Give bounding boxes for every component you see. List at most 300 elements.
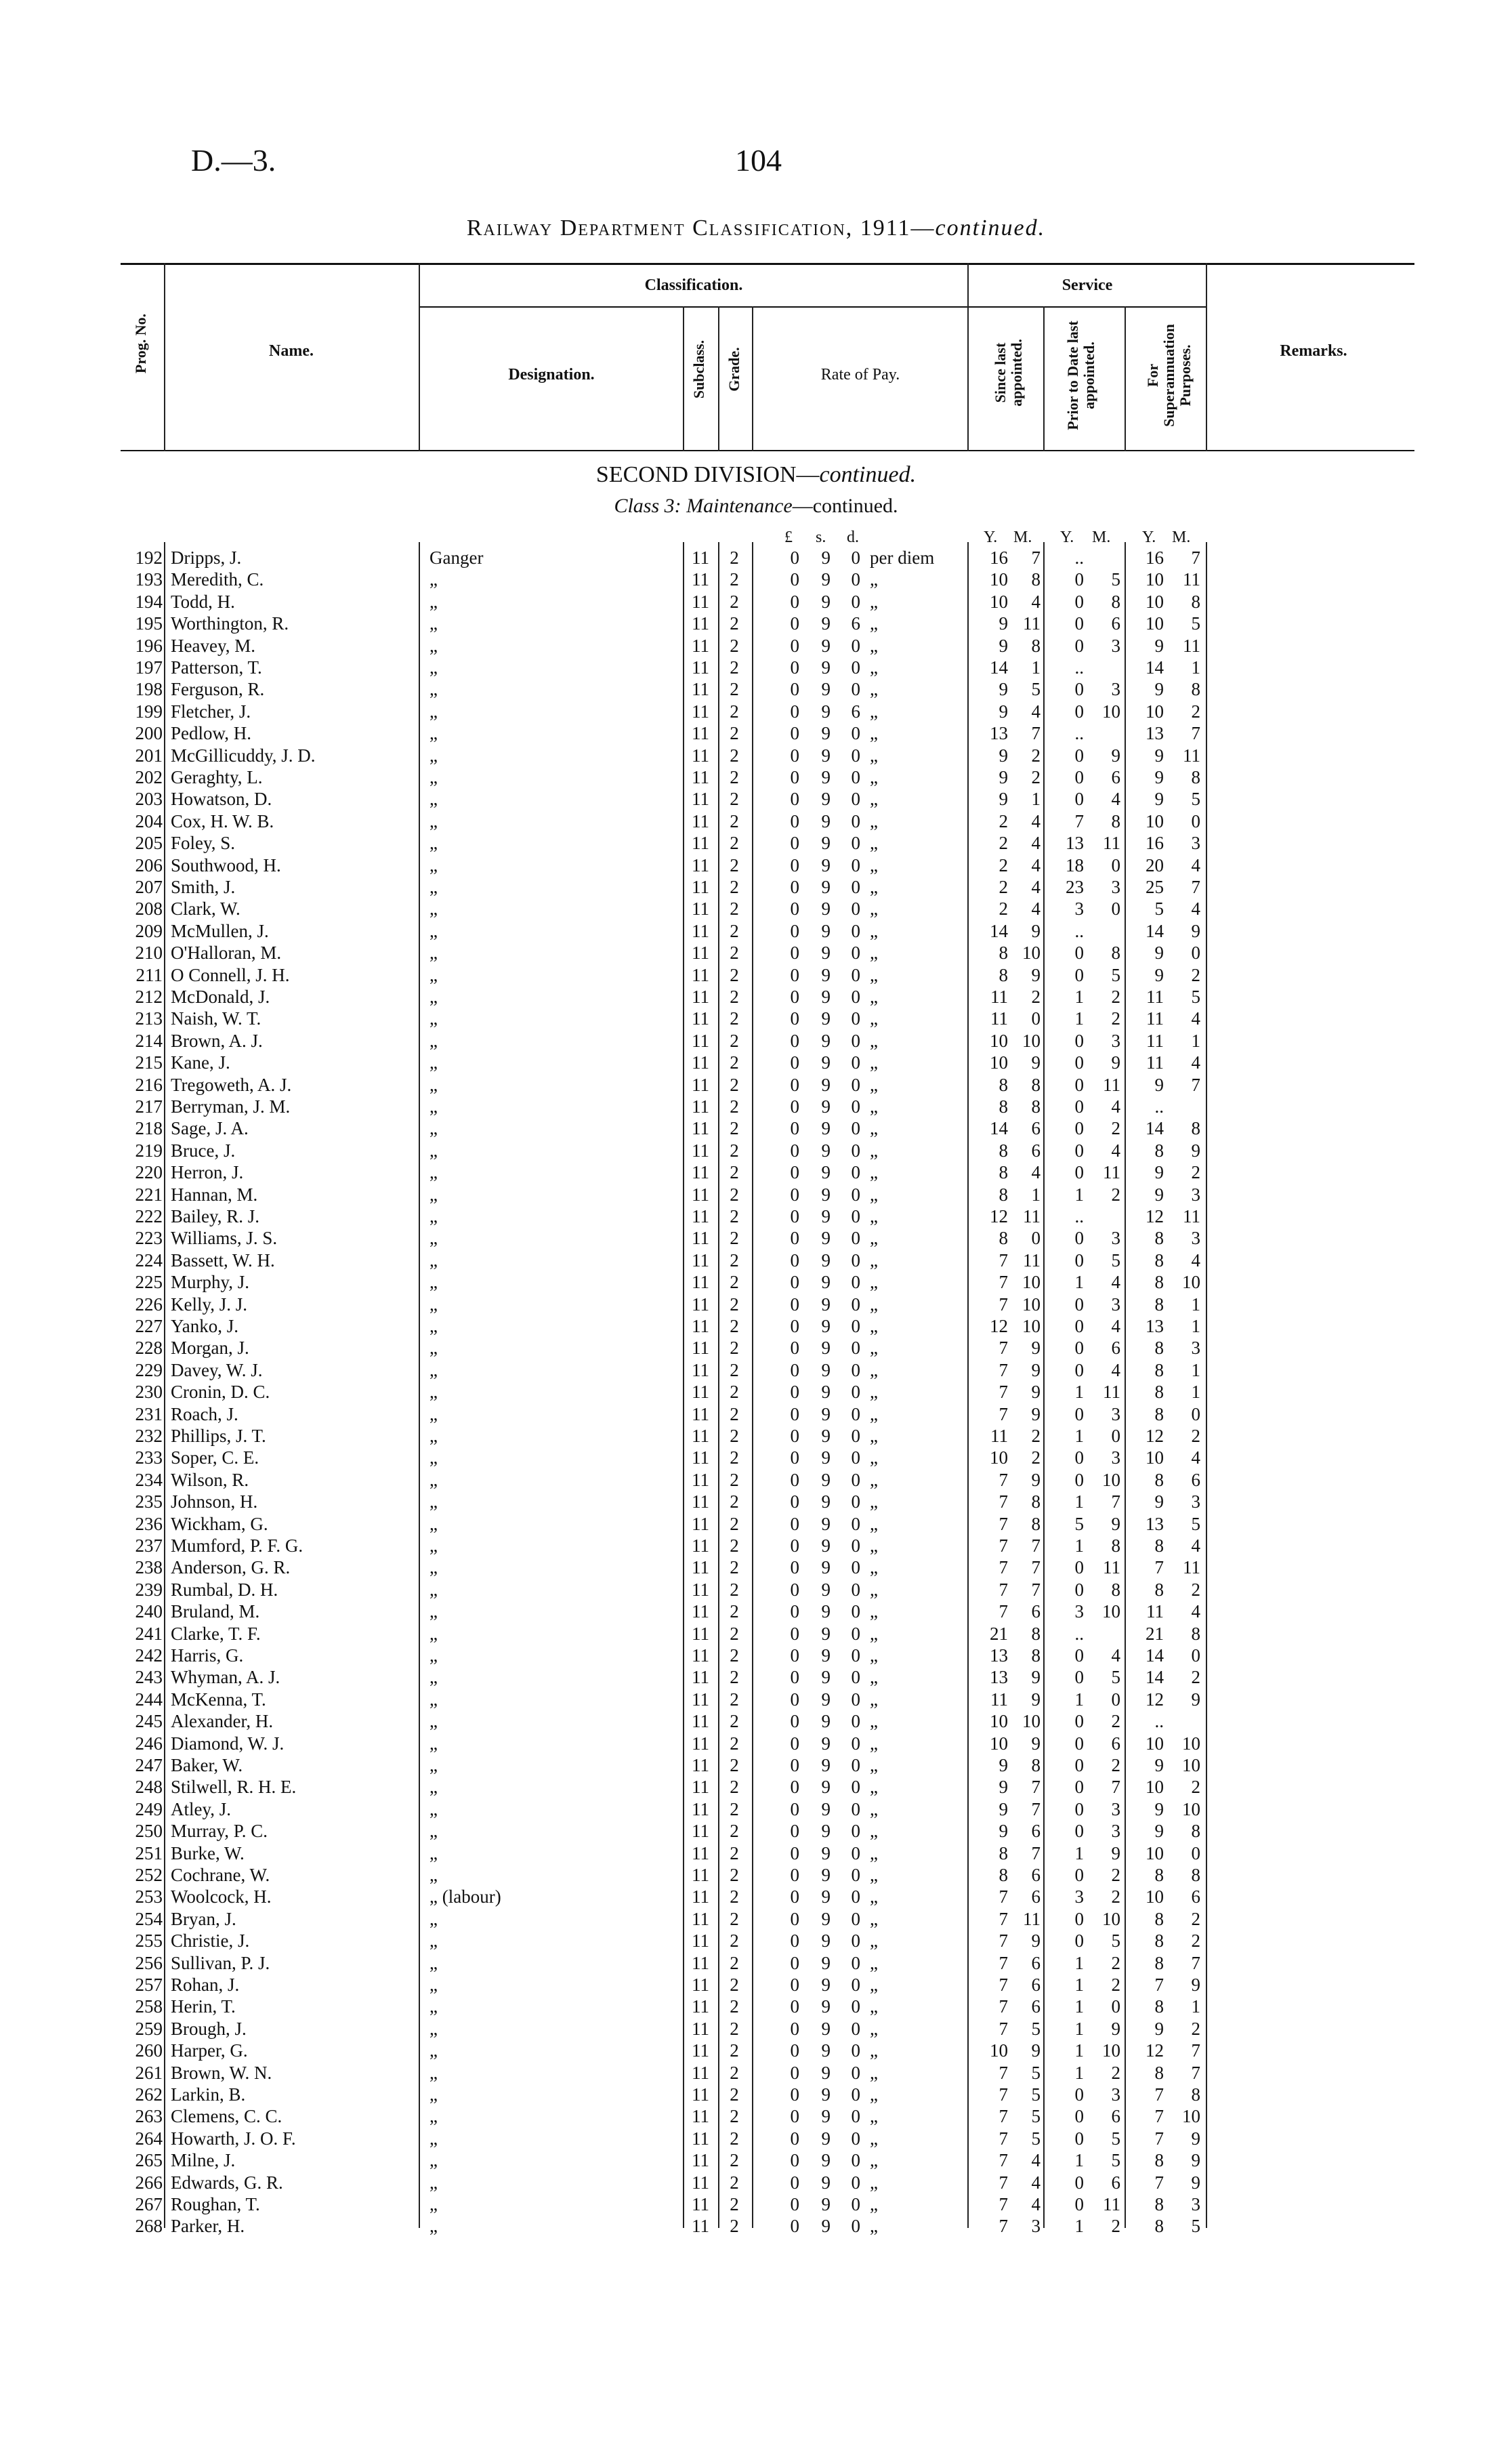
- pence-cell: 0: [851, 2040, 860, 2061]
- employee-name-cell: McMullen, J.: [171, 920, 269, 941]
- prog-no-cell: 216: [135, 1074, 163, 1095]
- subclass-cell: 11: [692, 1491, 709, 1512]
- pay-period-cell: „: [870, 877, 878, 897]
- employee-name-cell: Anderson, G. R.: [171, 1557, 291, 1578]
- prog-no-cell: 229: [135, 1359, 163, 1380]
- employee-name-cell: Herron, J.: [171, 1162, 244, 1183]
- super-years-cell: 12: [1146, 2040, 1164, 2061]
- shillings-cell: 9: [821, 613, 831, 634]
- grade-cell: 2: [730, 679, 739, 700]
- pounds-cell: 0: [790, 1074, 799, 1095]
- since-last-months-cell: 11: [1023, 1250, 1041, 1271]
- table-row: [0, 1404, 1512, 1426]
- pence-cell: 0: [851, 1206, 860, 1226]
- prior-years-cell: 0: [1074, 2084, 1084, 2105]
- super-years-cell: 9: [1154, 789, 1164, 810]
- prior-months-cell: 9: [1111, 1052, 1120, 1073]
- prog-no-cell: 249: [135, 1798, 163, 1819]
- designation-cell: „: [429, 613, 438, 634]
- prog-no-cell: 245: [135, 1711, 163, 1732]
- super-months-cell: 11: [1183, 569, 1200, 590]
- designation-cell: „: [429, 1821, 438, 1842]
- since-last-years-cell: 7: [999, 2062, 1008, 2083]
- since-last-years-cell: 9: [999, 679, 1008, 700]
- super-years-cell: 10: [1146, 1733, 1164, 1754]
- designation-cell: „: [429, 1755, 438, 1775]
- super-months-cell: 10: [1182, 1798, 1200, 1819]
- since-last-years-cell: 7: [999, 1294, 1008, 1315]
- since-last-years-cell: 7: [999, 2018, 1008, 2039]
- employee-name-cell: Dripps, J.: [171, 548, 242, 568]
- title-suffix: continued.: [935, 215, 1046, 241]
- pay-period-cell: „: [870, 1930, 878, 1952]
- grade-cell: 2: [730, 1338, 739, 1359]
- pounds-cell: 0: [790, 899, 799, 920]
- table-row: [0, 636, 1512, 657]
- table-row: [0, 1975, 1512, 1996]
- since-last-months-cell: 5: [1031, 2106, 1041, 2127]
- super-months-cell: 8: [1191, 2084, 1200, 2105]
- grade-cell: 2: [730, 2062, 739, 2083]
- since-last-months-cell: 4: [1031, 899, 1041, 920]
- pay-period-cell: „: [870, 1382, 878, 1403]
- employee-name-cell: Kelly, J. J.: [171, 1294, 247, 1315]
- prog-no-cell: 205: [135, 833, 163, 854]
- grade-cell: 2: [730, 635, 739, 656]
- pence-cell: 0: [851, 1798, 860, 1819]
- pay-period-cell: „: [870, 1447, 878, 1468]
- prog-no-cell: 258: [135, 1996, 163, 2017]
- since-last-months-cell: 2: [1031, 745, 1041, 766]
- prog-no-cell: 209: [135, 920, 163, 941]
- pay-period-cell: „: [870, 1426, 878, 1446]
- pence-cell: 0: [851, 2106, 860, 2127]
- header-rate-of-pay: Rate of Pay.: [820, 366, 900, 384]
- since-last-years-cell: 16: [990, 548, 1008, 568]
- table-row: [0, 723, 1512, 745]
- table-row: [0, 1426, 1512, 1447]
- employee-name-cell: Phillips, J. T.: [171, 1426, 266, 1446]
- prior-years-cell: 0: [1074, 1030, 1084, 1051]
- pence-cell: 0: [851, 1316, 860, 1336]
- grade-cell: 2: [730, 2172, 739, 2193]
- table-row: [0, 1184, 1512, 1206]
- super-years-cell: 8: [1154, 2062, 1164, 2083]
- since-last-months-cell: 9: [1031, 1382, 1041, 1403]
- prior-years-cell: ..: [1074, 1623, 1084, 1644]
- pence-cell: 0: [851, 2084, 860, 2105]
- prior-years-cell: 1: [1074, 2216, 1084, 2237]
- subclass-cell: 11: [692, 657, 709, 678]
- super-years-cell: 9: [1154, 1821, 1164, 1842]
- subclass-cell: 11: [692, 1733, 709, 1754]
- subclass-cell: 11: [692, 2194, 709, 2214]
- since-last-years-cell: 7: [999, 1250, 1008, 1271]
- prog-no-cell: 241: [135, 1623, 163, 1644]
- table-row: [0, 1470, 1512, 1491]
- prior-months-cell: 11: [1103, 1074, 1120, 1095]
- designation-cell: „: [429, 569, 438, 590]
- designation-cell: „ (labour): [429, 1886, 501, 1907]
- pence-cell: 0: [851, 964, 860, 985]
- pay-period-cell: „: [870, 1359, 878, 1380]
- pay-period-cell: „: [870, 1184, 878, 1205]
- grade-cell: 2: [730, 1777, 739, 1798]
- shillings-cell: 9: [821, 877, 831, 897]
- designation-cell: „: [429, 1272, 438, 1293]
- employee-name-cell: Geraghty, L.: [171, 767, 263, 787]
- grade-cell: 2: [730, 1645, 739, 1666]
- pay-period-cell: „: [870, 1996, 878, 2017]
- shillings-cell: 9: [821, 1294, 831, 1315]
- designation-cell: „: [429, 810, 438, 831]
- pay-period-cell: „: [870, 1052, 878, 1073]
- super-months-cell: 8: [1191, 591, 1200, 612]
- shillings-cell: 9: [821, 1469, 831, 1490]
- since-last-years-cell: 9: [999, 789, 1008, 810]
- prior-years-cell: 1: [1074, 1008, 1084, 1029]
- designation-cell: „: [429, 1513, 438, 1534]
- employee-name-cell: Tregoweth, A. J.: [171, 1074, 292, 1095]
- employee-name-cell: McKenna, T.: [171, 1689, 266, 1710]
- pay-period-cell: „: [870, 1798, 878, 1819]
- table-row: [0, 1580, 1512, 1601]
- table-row: [0, 1909, 1512, 1930]
- pounds-cell: 0: [790, 789, 799, 810]
- table-row: [0, 1294, 1512, 1316]
- super-years-cell: 7: [1154, 2084, 1164, 2105]
- since-last-years-cell: 7: [999, 1469, 1008, 1490]
- pounds-cell: 0: [790, 723, 799, 744]
- prog-no-cell: 194: [135, 591, 163, 612]
- prog-no-cell: 252: [135, 1865, 163, 1885]
- subclass-cell: 11: [692, 679, 709, 700]
- pounds-cell: 0: [790, 964, 799, 985]
- pay-period-cell: „: [870, 1030, 878, 1051]
- prior-years-cell: 0: [1074, 1162, 1084, 1183]
- prior-months-cell: 3: [1111, 1228, 1120, 1249]
- grade-cell: 2: [730, 1975, 739, 1995]
- shillings-cell: 9: [821, 1886, 831, 1907]
- pence-cell: 0: [851, 833, 860, 854]
- prog-no-cell: 267: [135, 2194, 163, 2214]
- pay-period-cell: „: [870, 2062, 878, 2083]
- pence-cell: 0: [851, 2062, 860, 2083]
- designation-cell: „: [429, 1426, 438, 1446]
- since-last-months-cell: 10: [1022, 1030, 1041, 1051]
- pay-period-cell: „: [870, 1403, 878, 1424]
- designation-cell: „: [429, 1952, 438, 1973]
- shillings-cell: 9: [821, 2172, 831, 2193]
- subclass-cell: 11: [692, 1008, 709, 1029]
- grade-cell: 2: [730, 1447, 739, 1468]
- prior-years-cell: 1: [1074, 1184, 1084, 1205]
- grade-cell: 2: [730, 920, 739, 941]
- prior-years-cell: 5: [1074, 1513, 1084, 1534]
- table-row: [0, 2084, 1512, 2106]
- employee-name-cell: Murray, P. C.: [171, 1821, 268, 1842]
- prior-years-cell: 0: [1074, 1557, 1084, 1578]
- grade-cell: 2: [730, 877, 739, 897]
- employee-name-cell: Todd, H.: [171, 591, 235, 612]
- header-grade: Grade.: [726, 347, 742, 392]
- pay-period-cell: „: [870, 657, 878, 678]
- table-row: [0, 1601, 1512, 1623]
- pay-period-cell: „: [870, 2106, 878, 2127]
- table-row: [0, 2150, 1512, 2172]
- pounds-cell: 0: [790, 767, 799, 787]
- prior-years-cell: 13: [1066, 833, 1084, 854]
- prog-no-cell: 219: [135, 1140, 163, 1161]
- pence-cell: 0: [851, 987, 860, 1007]
- employee-name-cell: Hannan, M.: [171, 1184, 258, 1205]
- prog-no-cell: 226: [135, 1294, 163, 1315]
- prog-no-cell: 207: [135, 877, 163, 897]
- super-years-cell: 8: [1154, 1952, 1164, 1973]
- table-row: [0, 1996, 1512, 2018]
- since-last-months-cell: 9: [1031, 1052, 1041, 1073]
- super-months-cell: 11: [1183, 1206, 1200, 1226]
- pay-period-cell: „: [870, 1777, 878, 1798]
- since-last-years-cell: 10: [990, 2040, 1008, 2061]
- prog-no-cell: 265: [135, 2150, 163, 2171]
- prior-months-cell: 11: [1103, 1382, 1120, 1403]
- since-last-months-cell: 5: [1031, 679, 1041, 700]
- pay-period-cell: „: [870, 1579, 878, 1600]
- prior-years-cell: 0: [1074, 1930, 1084, 1952]
- prior-months-cell: 5: [1111, 964, 1120, 985]
- since-last-months-cell: 1: [1031, 1184, 1041, 1205]
- employee-name-cell: Howarth, J. O. F.: [171, 2128, 296, 2149]
- since-last-years-cell: 21: [990, 1623, 1008, 1644]
- employee-name-cell: Yanko, J.: [171, 1316, 239, 1336]
- designation-cell: „: [429, 1382, 438, 1403]
- prior-months-cell: 3: [1111, 877, 1120, 897]
- super-years-cell: 10: [1146, 569, 1164, 590]
- since-last-months-cell: 8: [1031, 569, 1041, 590]
- employee-name-cell: Christie, J.: [171, 1930, 250, 1952]
- subclass-cell: 11: [692, 1338, 709, 1359]
- page-number: 104: [735, 143, 782, 178]
- super-years-cell: 9: [1154, 1162, 1164, 1183]
- pence-cell: 0: [851, 1469, 860, 1490]
- designation-cell: „: [429, 1579, 438, 1600]
- shillings-cell: 9: [821, 1074, 831, 1095]
- prior-years-cell: 0: [1074, 679, 1084, 700]
- super-years-cell: 8: [1154, 1140, 1164, 1161]
- designation-cell: „: [429, 635, 438, 656]
- since-last-months-cell: 9: [1031, 1403, 1041, 1424]
- pounds-cell: 0: [790, 2062, 799, 2083]
- super-months-cell: 2: [1191, 1908, 1200, 1929]
- super-years-cell: 10: [1146, 1886, 1164, 1907]
- super-months-cell: 9: [1191, 920, 1200, 941]
- prior-months-cell: 9: [1111, 1513, 1120, 1534]
- super-months-cell: 8: [1191, 1865, 1200, 1885]
- pence-cell: 0: [851, 877, 860, 897]
- designation-cell: „: [429, 2084, 438, 2105]
- prior-months-cell: 6: [1111, 1338, 1120, 1359]
- prior-years-cell: 1: [1074, 1491, 1084, 1512]
- prog-no-cell: 225: [135, 1272, 163, 1293]
- super-months-cell: 5: [1191, 613, 1200, 634]
- pence-cell: 0: [851, 2128, 860, 2149]
- since-last-years-cell: 8: [999, 943, 1008, 964]
- shillings-cell: 9: [821, 1250, 831, 1271]
- super-years-cell: 14: [1146, 1667, 1164, 1688]
- designation-cell: „: [429, 1798, 438, 1819]
- employee-name-cell: Cronin, D. C.: [171, 1382, 270, 1403]
- table-row: [0, 1075, 1512, 1096]
- employee-name-cell: Bruland, M.: [171, 1601, 260, 1622]
- shillings-cell: 9: [821, 548, 831, 568]
- prog-no-cell: 266: [135, 2172, 163, 2193]
- designation-cell: „: [429, 1250, 438, 1271]
- super-months-cell: 3: [1191, 833, 1200, 854]
- super-years-cell: 11: [1146, 1052, 1164, 1073]
- subclass-cell: 11: [692, 1535, 709, 1556]
- employee-name-cell: Harris, G.: [171, 1645, 244, 1666]
- pounds-cell: 0: [790, 2084, 799, 2105]
- employee-name-cell: Howatson, D.: [171, 789, 272, 810]
- prior-years-cell: 0: [1074, 1359, 1084, 1380]
- super-months-cell: 2: [1191, 1579, 1200, 1600]
- prior-years-cell: 0: [1074, 1052, 1084, 1073]
- subclass-cell: 11: [692, 2062, 709, 2083]
- pay-period-cell: „: [870, 701, 878, 722]
- prior-years-cell: 0: [1074, 1667, 1084, 1688]
- since-last-years-cell: 14: [990, 1118, 1008, 1139]
- grade-cell: 2: [730, 810, 739, 831]
- pay-period-cell: „: [870, 569, 878, 590]
- super-years-cell: 11: [1146, 1008, 1164, 1029]
- super-years-cell: 10: [1146, 1447, 1164, 1468]
- pay-period-cell: „: [870, 1118, 878, 1139]
- grade-cell: 2: [730, 1711, 739, 1732]
- pounds-cell: 0: [790, 1952, 799, 1973]
- prog-no-cell: 240: [135, 1601, 163, 1622]
- table-row: [0, 943, 1512, 964]
- pay-period-cell: per diem: [870, 548, 935, 568]
- designation-cell: „: [429, 964, 438, 985]
- prior-years-cell: 0: [1074, 943, 1084, 964]
- pounds-cell: 0: [790, 1184, 799, 1205]
- designation-cell: „: [429, 1975, 438, 1995]
- super-months-cell: 4: [1191, 1008, 1200, 1029]
- pence-cell: 0: [851, 1952, 860, 1973]
- subclass-cell: 11: [692, 1513, 709, 1534]
- pounds-cell: 0: [790, 1469, 799, 1490]
- grade-cell: 2: [730, 1798, 739, 1819]
- designation-cell: „: [429, 899, 438, 920]
- pence-cell: 0: [851, 1272, 860, 1293]
- pounds-cell: 0: [790, 591, 799, 612]
- since-last-months-cell: 6: [1031, 1996, 1041, 2017]
- table-row: [0, 1777, 1512, 1798]
- grade-cell: 2: [730, 1140, 739, 1161]
- shillings-cell: 9: [821, 1118, 831, 1139]
- prog-no-cell: 212: [135, 987, 163, 1007]
- super-years-cell: 9: [1154, 679, 1164, 700]
- since-last-months-cell: 8: [1031, 1074, 1041, 1095]
- prog-no-cell: 236: [135, 1513, 163, 1534]
- grade-cell: 2: [730, 1952, 739, 1973]
- prior-months-cell: 11: [1103, 1162, 1120, 1183]
- since-last-years-cell: 7: [999, 1996, 1008, 2017]
- employee-name-cell: Clark, W.: [171, 899, 240, 920]
- prior-months-cell: 4: [1111, 1140, 1120, 1161]
- prior-months-cell: 6: [1111, 767, 1120, 787]
- pay-period-cell: „: [870, 1140, 878, 1161]
- since-last-years-cell: 9: [999, 613, 1008, 634]
- header-prior-to-date: Prior to Date last appointed.: [1064, 321, 1097, 430]
- prior-months-cell: 3: [1111, 679, 1120, 700]
- prior-years-cell: 0: [1074, 1469, 1084, 1490]
- prior-months-cell: 5: [1111, 1930, 1120, 1952]
- pence-cell: 0: [851, 1601, 860, 1622]
- pay-period-cell: „: [870, 1316, 878, 1336]
- since-last-months-cell: 4: [1031, 2150, 1041, 2171]
- subclass-cell: 11: [692, 767, 709, 787]
- pence-cell: 0: [851, 767, 860, 787]
- since-last-years-cell: 9: [999, 767, 1008, 787]
- prog-no-cell: 256: [135, 1952, 163, 1973]
- shillings-cell: 9: [821, 1228, 831, 1249]
- pounds-cell: 0: [790, 1294, 799, 1315]
- since-last-years-cell: 13: [990, 1645, 1008, 1666]
- table-row: [0, 1052, 1512, 1074]
- since-last-months-cell: 9: [1031, 1359, 1041, 1380]
- grade-cell: 2: [730, 1426, 739, 1446]
- subclass-cell: 11: [692, 1952, 709, 1973]
- employee-name-cell: Foley, S.: [171, 833, 236, 854]
- since-last-years-cell: 7: [999, 1382, 1008, 1403]
- table-row: [0, 1821, 1512, 1842]
- prior-years-cell: 0: [1074, 1118, 1084, 1139]
- pay-period-cell: „: [870, 1865, 878, 1885]
- designation-cell: „: [429, 2172, 438, 2193]
- prog-no-cell: 237: [135, 1535, 163, 1556]
- designation-cell: „: [429, 2150, 438, 2171]
- super-months-cell: 10: [1182, 1755, 1200, 1775]
- employee-name-cell: Bryan, J.: [171, 1908, 236, 1929]
- prog-no-cell: 211: [135, 964, 163, 985]
- pay-period-cell: „: [870, 1975, 878, 1995]
- pay-period-cell: „: [870, 1711, 878, 1732]
- since-last-months-cell: 7: [1031, 1535, 1041, 1556]
- pounds-cell: 0: [790, 2106, 799, 2127]
- prior-years-cell: 3: [1074, 1886, 1084, 1907]
- table-row: [0, 1886, 1512, 1908]
- since-last-years-cell: 8: [999, 1865, 1008, 1885]
- shillings-cell: 9: [821, 810, 831, 831]
- subclass-cell: 11: [692, 1074, 709, 1095]
- since-last-months-cell: 0: [1031, 1008, 1041, 1029]
- table-row: [0, 877, 1512, 899]
- pence-cell: 0: [851, 1382, 860, 1403]
- since-last-years-cell: 9: [999, 635, 1008, 656]
- grade-cell: 2: [730, 613, 739, 634]
- table-row: [0, 1031, 1512, 1052]
- since-last-months-cell: 7: [1031, 1777, 1041, 1798]
- pounds-cell: 0: [790, 1162, 799, 1183]
- since-last-years-cell: 7: [999, 1338, 1008, 1359]
- since-last-years-cell: 8: [999, 964, 1008, 985]
- grade-cell: 2: [730, 1228, 739, 1249]
- pounds-cell: 0: [790, 1052, 799, 1073]
- table-row: [0, 1711, 1512, 1733]
- subclass-cell: 11: [692, 745, 709, 766]
